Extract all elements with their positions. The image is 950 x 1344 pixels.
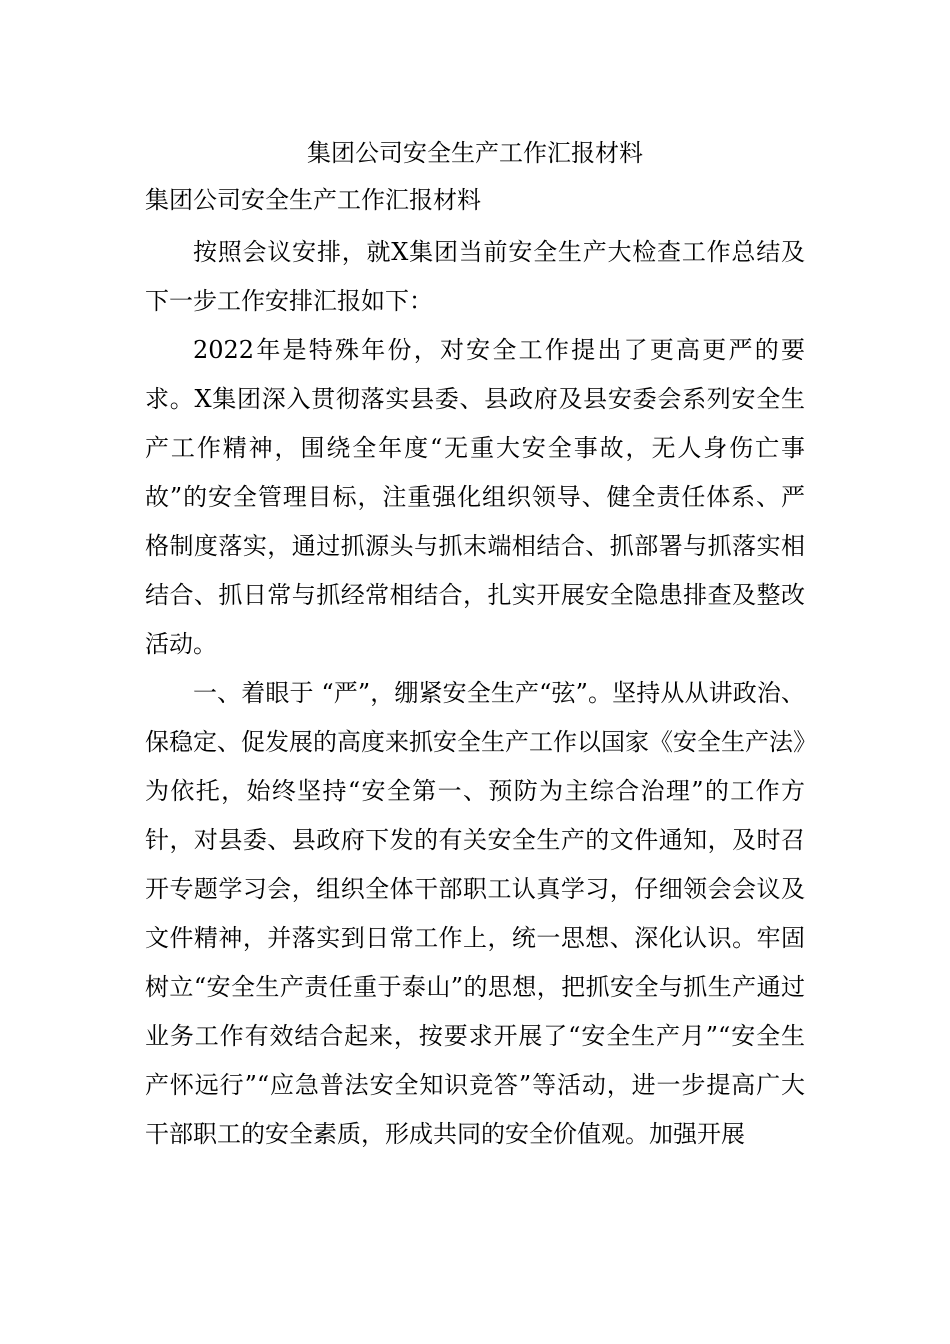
paragraph-overview: 2022年是特殊年份，对安全工作提出了更高更严的要求。X集团深入贯彻落实县委、县政府及县安委会系列安全生产工作精神，围绕全年度“无重大安全事故，无人身伤亡事故”的安全管理目标，注重强化组织领导、健全责任体系、严格制度落实，通过抓源头与抓末端相结合、抓部署与抓落实相结合、抓日常与抓经常相结合，扎实开展安全隐患排查及整改活动。 [145,336,805,658]
document-subtitle: 集团公司安全生产工作汇报材料 [145,186,481,214]
document-title: 集团公司安全生产工作汇报材料 [307,139,643,167]
paragraph-intro: 按照会议安排，就X集团当前安全生产大检查工作总结及下一步工作安排汇报如下： [145,238,805,315]
document-body [145,228,805,1159]
paragraph-section-one: 一、着眼于 “严”，绷紧安全生产“弦”。坚持从从讲政治、保稳定、促发展的高度来抓安全生产工作以国家《安全生产法》为依托，始终坚持“安全第一、预防为主综合治理”的工作方针，对县委、县政府下发的有关安全生产的文件通知，及时召开专题学习会，组织全体干部职工认真学习，仔细领会会议及文件精神，并落实到日常工作上，统一思想、深化认识。牢固树立“安全生产责任重于泰山”的思想，把抓安全与抓生产通过业务工作有效结合起来，按要求开展了“安全生产月”“安全生产怀远行”“应急普法安全知识竞答”等活动，进一步提高广大干部职工的安全素质，形成共同的安全价值观。加强开展 [145,679,805,1148]
